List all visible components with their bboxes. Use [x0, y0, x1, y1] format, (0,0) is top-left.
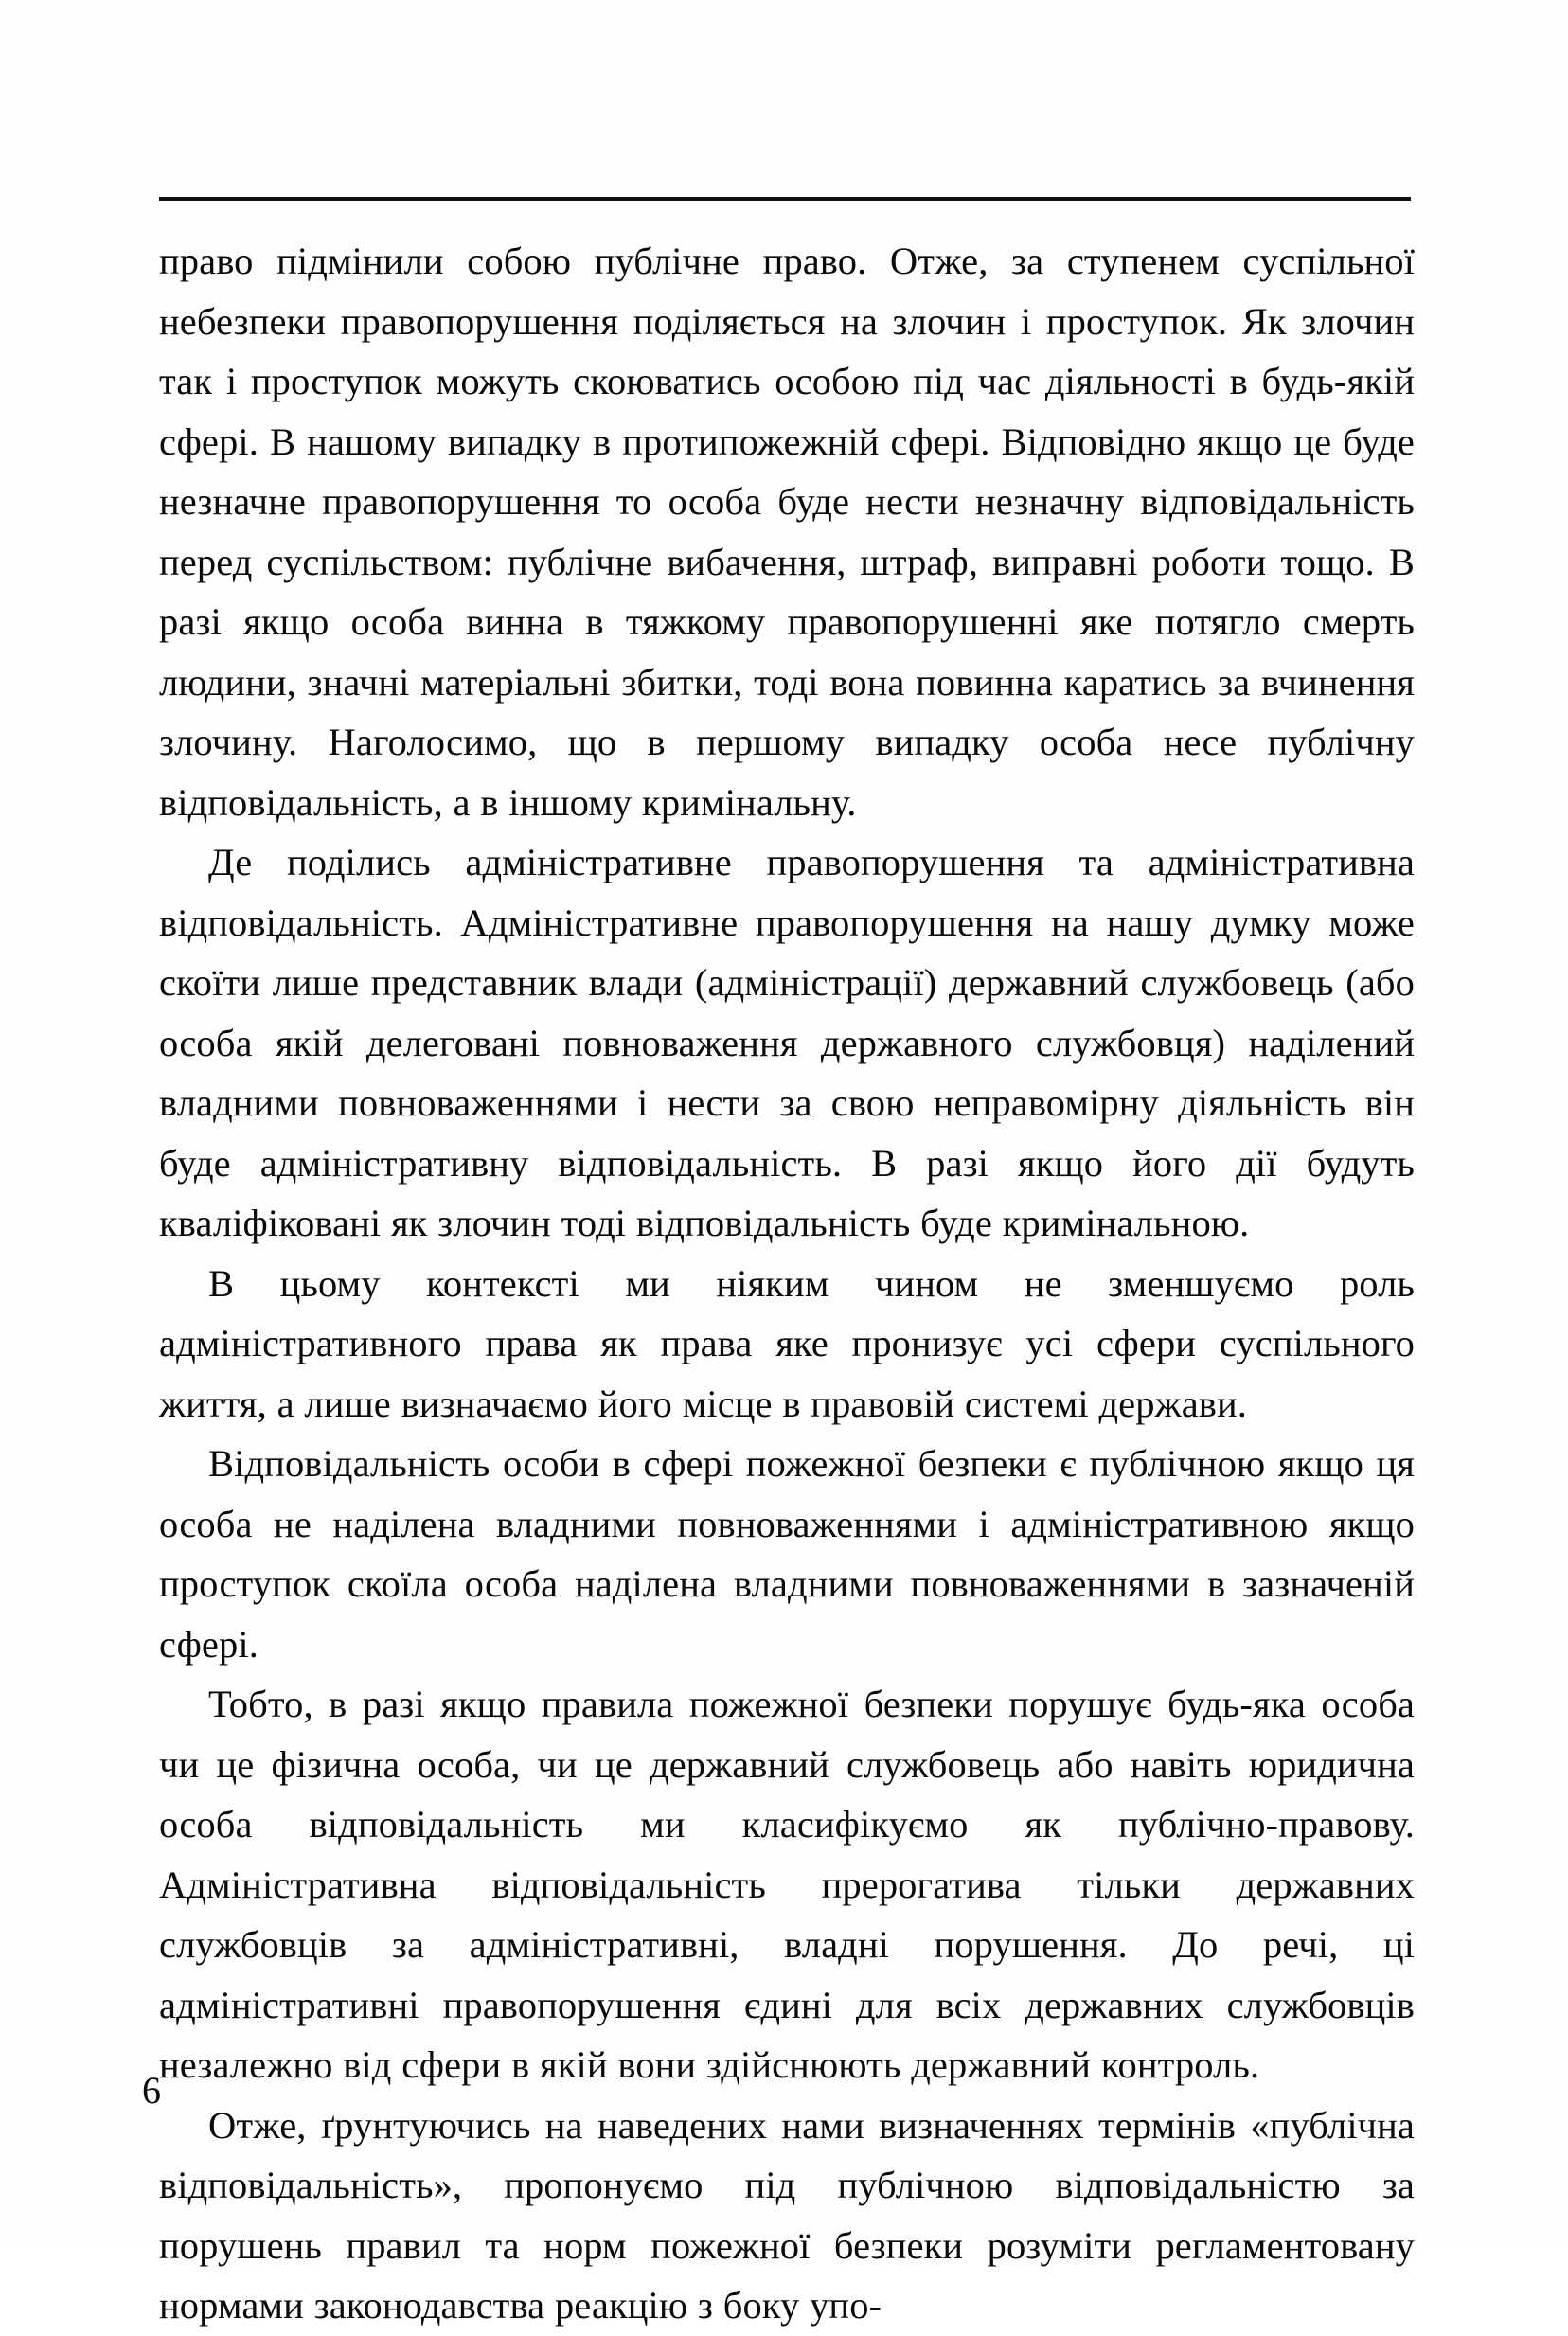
paragraph-5: Тобто, в разі якщо правила пожежної безпеки порушує будь-яка особа чи це фізична особа, чи це державний службовець або навіть юридична особа відповідальність ми класифікуємо як публічно-правову. Адміністративна відповідальність прерогатива тільки державних службовців за адміністративні, владні порушення. До речі, ці адміністративні правопорушення єдині для всіх державних службовців незалежно від сфери в якій вони здійснюють державний контроль.	[159, 1683, 1415, 2086]
paragraph-1: право підмінили собою публічне право. Отже, за ступенем суспільної небезпеки правопорушення поділяється на злочин і проступок. Як злочин так і проступок можуть скоюватись особою під час діяльності в будь-якій сфері. В нашому випадку в протипожежній сфері. Відповідно якщо це буде незначне правопорушення то особа буде нести незначну відповідальність перед суспільством: публічне вибачення, штраф, виправні роботи тощо. В разі якщо особа винна в тяжкому правопорушенні яке потягло смерть людини, значні матеріальні збитки, тоді вона повинна каратись за вчинення злочину. Наголосимо, що в першому випадку особа несе публічну відповідальність, а в іншому кримінальну.	[159, 240, 1415, 824]
paragraph-3: В цьому контексті ми ніяким чином не зменшуємо роль адміністративного права як права яке пронизує усі сфери суспільного життя, а лише визначаємо його місце в правовій системі держави.	[159, 1261, 1415, 1425]
paragraph-2: Де поділись адміністративне правопорушення та адміністративна відповідальність. Адміністративне правопорушення на нашу думку може скоїти лише представник влади (адміністрації) державний службовець (або особа якій делеговані повноваження державного службовця) наділений владними повноваженнями і нести за свою неправомірну діяльність він буде адміністративну відповідальність. В разі якщо його дії будуть кваліфіковані як злочин тоді відповідальність буде кримінальною.	[159, 841, 1415, 1244]
header-divider-rule	[159, 197, 1411, 201]
page-number: 6	[142, 2069, 161, 2112]
page-body-text	[159, 231, 1415, 2336]
paragraph-6: Отже, ґрунтуючись на наведених нами визначеннях термінів «публічна відповідальність», пропонуємо під публічною відповідальністю за порушень правил та норм пожежної безпеки розуміти регламентовану нормами законодавства реакцію з боку упо-	[159, 2103, 1415, 2327]
paragraph-4: Відповідальність особи в сфері пожежної безпеки є публічною якщо ця особа не наділена владними повноваженнями і адміністративною якщо проступок скоїла особа наділена владними повноваженнями в зазначеній сфері.	[159, 1442, 1415, 1666]
